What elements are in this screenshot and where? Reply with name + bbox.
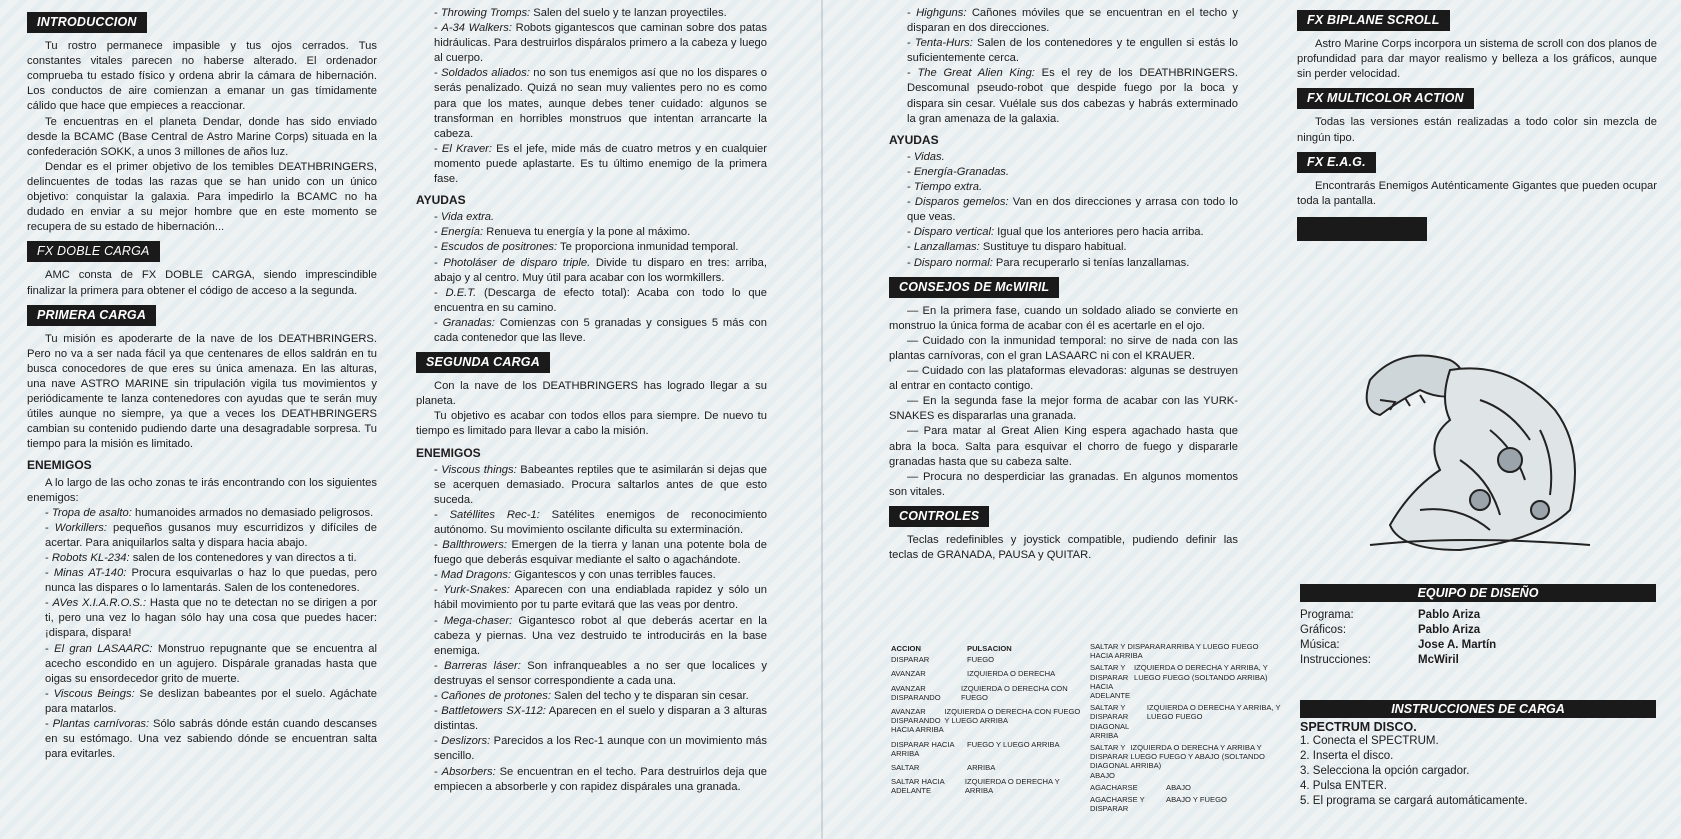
table-row: AGACHARSE Y DISPARAR ABAJO Y FUEGO	[1090, 795, 1227, 814]
list-item: - AVes X.I.A.R.O.S.: Hasta que no te detectan no se dirigen a por ti, pero una vez lo hagan sólo hay una cosa que puedes hacer: ¡dispara, dispara!	[45, 597, 377, 640]
alien-monster-illustration	[1340, 340, 1605, 560]
subheading-ayudas-2: AYUDAS	[889, 132, 939, 147]
list-item: - Battletowers SX-112: Aparecen en el suelo y disparan a 3 alturas distintas.	[434, 705, 767, 733]
biplane-paragraph: Astro Marine Corps incorpora un sistema de scroll con dos planos de profundidad para dar mayor realismo y belleza a los gráficos, aunque sin perder velocidad.	[1297, 38, 1658, 81]
list-item: - Highguns: Cañones móviles que se encuentran en el techo y disparan en dos direcciones.	[907, 7, 1238, 35]
list-item: 3. Selecciona la opción cargador.	[1300, 765, 1470, 777]
list-item: — Cuidado con las plataformas elevadoras: algunas se destruyen al entrar en contacto contigo.	[889, 365, 1238, 393]
section-title-fx-eag: FX E.A.G.	[1297, 152, 1376, 173]
list-item: - Viscous things: Babeantes reptiles que te asimilarán si dejas que se acerquen demasiado. Procura saltarlos antes de que esto suceda.	[434, 463, 767, 506]
list-item: - Mad Dragons: Gigantescos y con unas terribles fauces.	[434, 569, 716, 582]
segunda-carga-paragraph-2: Tu objetivo es acabar con todos ellos para siempre. De nuevo tu tiempo es limitado para llevar a cabo la misión.	[416, 410, 767, 438]
table-row: SALTAR Y DISPARAR HACIA ADELANTE IZQUIERDA O DERECHA Y ARRIBA, Y LUEGO FUEGO (SOLTANDO ARRIBA)	[1090, 663, 1268, 701]
list-item: - Cañones de protones: Salen del techo y te disparan sin cesar.	[434, 690, 749, 703]
column-3	[889, 6, 1238, 563]
list-item: - D.E.T. (Descarga de efecto total): Acaba con todo lo que encuentra en su camino.	[434, 286, 767, 314]
enemy-list-2	[416, 463, 767, 795]
list-item: - Satéllites Rec-1: Satélites enemigos de reconocimiento autónomo. Su movimiento oscilante dificulta su exterminación.	[434, 508, 767, 536]
list-item: - Vidas.	[907, 150, 945, 163]
table-row: SALTAR Y DISPARAR DIAGONAL ARRIBA IZQUIERDA O DERECHA Y ARRIBA, Y LUEGO FUEGO	[1090, 703, 1281, 740]
credit-name: Pablo Ariza	[1418, 609, 1481, 621]
loading-steps	[1300, 734, 1656, 809]
column-1	[27, 6, 377, 762]
list-item: - El gran LASAARC: Monstruo repugnante que se encuentra al acecho escondido en un agujero. Dispárale granadas hasta que oigas su ensordecedor grito de muerte.	[45, 642, 377, 685]
list-item: — Procura no desperdiciar las granadas. En algunos momentos son vitales.	[889, 470, 1238, 498]
table-row: AVANZAR IZQUIERDA O DERECHA	[891, 669, 1056, 679]
list-item: 2. Inserta el disco.	[1300, 750, 1394, 762]
list-item: - Energía: Renueva tu energía y la pone al máximo.	[434, 226, 691, 239]
list-item: - Mega-chaser: Gigantesco robot al que deberás acertar en la cabeza y piernas. Una vez destruido te introducirás en la base enemiga.	[434, 614, 767, 657]
list-item: - Photoláser de disparo triple. Divide tu disparo en tres: arriba, abajo y al centro. Muy útil para acabar con los wormkillers.	[434, 256, 767, 284]
eag-paragraph: Encontrarás Enemigos Auténticamente Gigantes que pueden ocupar toda la pantalla.	[1297, 179, 1657, 207]
list-item: - Throwing Tromps: Salen del suelo y te lanzan proyectiles.	[434, 7, 727, 19]
section-title-segunda-carga: SEGUNDA CARGA	[416, 352, 550, 373]
spectrum-disco-heading: SPECTRUM DISCO.	[1300, 720, 1417, 734]
list-item: - Energía-Granadas.	[907, 165, 1009, 178]
column-2	[416, 6, 767, 795]
intro-paragraph-3: Dendar es el primer objetivo de los temibles DEATHBRINGERS, delincuentes de todas las razas que se han unido con un único objetivo: conquistar la galaxia. Para impedirlo la BCAMC no ha dudado en enviar a su mejor hombre que en este momento se recupera de su estado de hibernación...	[27, 160, 377, 234]
list-item: - Viscous Beings: Se deslizan babeantes por el suelo. Agáchate para matarlos.	[45, 687, 377, 715]
list-item: 4. Pulsa ENTER.	[1300, 780, 1387, 792]
section-title-controles: CONTROLES	[889, 506, 989, 527]
credits-block	[1300, 584, 1656, 668]
credit-name: Jose A. Martín	[1418, 639, 1497, 651]
section-title-primera-carga: PRIMERA CARGA	[27, 305, 156, 326]
table-row: DISPARAR FUEGO	[891, 655, 995, 665]
credit-role: Música:	[1300, 639, 1340, 651]
list-item: - Tropa de asalto: humanoides armados no demasiado peligrosos.	[45, 506, 374, 519]
table-row: AVANZAR DISPARANDO HACIA ARRIBA IZQUIERDA O DERECHA CON FUEGO Y LUEGO ARRIBA	[891, 707, 1081, 735]
list-item: - Barreras láser: Son infranqueables a no ser que localices y destruyas el sensor correspondiente a cada una.	[434, 659, 767, 687]
enemy-list-2-continued	[889, 6, 1238, 127]
list-item: — Cuidado con la inmunidad temporal: no sirve de nada con las plantas carnívoras, con el gran LASAARC ni con el KRAUER.	[889, 334, 1238, 362]
page-fold	[821, 0, 823, 839]
controls-table-left	[891, 644, 1086, 796]
list-item: 1. Conecta el SPECTRUM.	[1300, 735, 1439, 747]
section-title-consejos: CONSEJOS DE McWIRIL	[889, 277, 1059, 298]
subheading-ayudas: AYUDAS	[416, 193, 466, 208]
list-item: - Disparo vertical: Igual que los anteriores pero hacia arriba.	[907, 226, 1204, 239]
table-row: SALTAR Y DISPARAR DIAGONAL ABAJO IZQUIERDA O DERECHA Y ARRIBA Y LUEGO FUEGO Y ABAJO (SOLTANDO ARRIBA)	[1090, 743, 1265, 780]
list-item: 5. El programa se cargará automáticamente.	[1300, 795, 1528, 807]
list-item: - Lanzallamas: Sustituye tu disparo habitual.	[907, 241, 1127, 254]
list-item: - Tiempo extra.	[907, 181, 983, 194]
section-title-instrucciones-carga: INSTRUCCIONES DE CARGA	[1300, 700, 1656, 718]
list-item: - Tenta-Hurs: Salen de los contenedores y te engullen si estás lo suficientemente cerca.	[907, 37, 1238, 65]
table-row: AGACHARSE ABAJO	[1090, 782, 1191, 792]
list-item: - The Great Alien King: Es el rey de los DEATHBRINGERS. Descomunal pseudo-robot que despide fuego por la boca y dispara sin cesar. Vuélale sus dos cabezas y habrás exterminado la gran amenaza de la galaxia.	[907, 67, 1239, 125]
list-item: - A-34 Walkers: Robots gigantescos que caminan sobre dos patas hidráulicas. Para destruirlos dispáralos primero a la cabeza y luego al cuerpo.	[434, 22, 767, 65]
table-row: SALTAR HACIA ADELANTE IZQUIERDA O DERECHA Y ARRIBA	[891, 777, 1060, 796]
credit-role: Instrucciones:	[1300, 654, 1371, 666]
intro-paragraph-2: Te encuentras en el planeta Dendar, donde has sido enviado desde la BCAMC (Base Central de Astro Marine Corps) situada en la confederación SOKK, a unos 3 millones de años luz.	[27, 115, 377, 158]
section-title-introduccion: INTRODUCCION	[27, 12, 147, 33]
table-row: DISPARAR HACIA ARRIBA FUEGO Y LUEGO ARRIBA	[891, 739, 1060, 758]
enemy-list	[27, 506, 377, 763]
list-item: - Robots KL-234: salen de los contenedores y van directos a ti.	[45, 552, 357, 564]
list-item: - Granadas: Comienzas con 5 granadas y consigues 5 más con cada contenedor que las lleve.	[434, 316, 767, 344]
loading-instructions	[1300, 700, 1656, 809]
fx-doble-carga-paragraph: AMC consta de FX DOBLE CARGA, siendo imprescindible finalizar la primera para obtener el código de acceso a la segunda.	[27, 269, 377, 297]
list-item: - Disparo normal: Para recuperarlo si tenías lanzallamas.	[907, 256, 1190, 269]
section-title-fx-multicolor: FX MULTICOLOR ACTION	[1297, 88, 1474, 109]
enemy-list-continued	[416, 6, 767, 187]
list-item: - Escudos de positrones: Te proporciona inmunidad temporal.	[434, 241, 739, 254]
enemigos-intro: A lo largo de las ocho zonas te irás encontrando con los siguientes enemigos:	[27, 476, 377, 504]
list-item: — En la primera fase, cuando un soldado aliado se convierte en monstruo la única forma de acabar con él es acertarle en el ojo.	[889, 304, 1238, 332]
multicolor-paragraph: Todas las versiones están realizadas a todo color sin mezcla de ningún tipo.	[1297, 116, 1657, 144]
list-item: - Yurk-Snakes: Aparecen con una endiablada rapidez y sólo un hábil movimiento por tu parte evitará que las veas por dentro.	[434, 584, 767, 612]
credit-name: Pablo Ariza	[1418, 624, 1481, 636]
segunda-carga-paragraph-1: Con la nave de los DEATHBRINGERS has logrado llegar a su planeta.	[416, 380, 767, 408]
list-item: — En la segunda fase la mejor forma de acabar con las YURK-SNAKES es dispararlas una granada.	[889, 395, 1238, 423]
primera-carga-paragraph: Tu misión es apoderarte de la nave de los DEATHBRINGERS. Pero no va a ser nada fácil ya que centenares de ellos saldrán en tu busca conocedores de que eres su única amenaza. En las alturas, una nave ASTRO MARINE sin tripulación vigila tus movimientos y periódicamente te lanza contenedores con ayudas que te serán muy útiles aunque no siempre, ya que a veces los DEATHBRINGERS cambian su contenido pudiendo darte una desagradable sorpresa. Tu tiempo para la misión es limitado.	[27, 332, 377, 451]
list-item: - Deslizors: Parecidos a los Rec-1 aunque con un movimiento más sencillo.	[434, 735, 767, 763]
controles-paragraph: Teclas redefinibles y joystick compatible, pudiendo definir las teclas de GRANADA, PAUSA y QUITAR.	[889, 534, 1238, 562]
list-item: - Vida extra.	[434, 211, 495, 224]
consejos-list	[889, 304, 1238, 500]
list-item: - Minas AT-140: Procura esquivarlas o haz lo que puedas, pero nunca las dispares o lo lamentarás. Salen de los contenedores.	[45, 567, 377, 595]
list-item: - Disparos gemelos: Van en dos direcciones y arrasa con todo lo que veas.	[907, 196, 1238, 224]
table-header: ACCION PULSACION	[891, 644, 1012, 653]
list-item: - Absorbers: Se encuentran en el techo. Para destruirlos deja que empiecen a absorberle y con rapidez dispárales una granada.	[434, 765, 767, 793]
intro-paragraph-1: Tu rostro permanece impasible y tus ojos cerrados. Tus constantes vitales parecen no haberse alterado. El ordenador comprueba tu estado físico y ordena abrir la cámara de hibernación. Los conductos de aire comienzan a emanar un gas tímidamente cálido que hace que empieces a reaccionar.	[27, 40, 377, 113]
section-title-fx-biplane-scroll: FX BIPLANE SCROLL	[1297, 10, 1450, 31]
blank-black-bar	[1297, 217, 1427, 241]
credit-role: Programa:	[1300, 609, 1354, 621]
list-item: - Soldados aliados: no son tus enemigos así que no los dispares o serás penalizado. Quizá no sean muy valientes pero no es como para que los mates, aunque debes tener cuidado: algunos se transforman en horribles monstruos que intentan arrancarte la cabeza.	[434, 67, 767, 140]
section-title-equipo-diseno: EQUIPO DE DISEÑO	[1300, 584, 1656, 602]
ayudas-list-2	[889, 150, 1238, 271]
list-item: - Workillers: pequeños gusanos muy escurridizos y difíciles de acertar. Para aniquilarlos salta y dispara hacia abajo.	[45, 521, 377, 549]
list-item: — Para matar al Great Alien King espera agachado hasta que abra la boca. Salta para esquivar el chorro de fuego y dispararle granadas hasta que su cabeza salte.	[889, 425, 1238, 468]
list-item: - Plantas carnívoras: Sólo sabrás dónde están cuando descanses en su estómago. Una vez sabiendo dónde se encuentran salta para evitarles.	[45, 718, 377, 761]
subheading-enemigos: ENEMIGOS	[27, 458, 92, 473]
credits-list	[1300, 608, 1656, 668]
credit-name: McWiril	[1418, 654, 1459, 666]
ayudas-list	[416, 210, 767, 346]
controls-table-right	[1090, 642, 1290, 813]
column-4	[1297, 6, 1657, 241]
list-item: - Ballthrowers: Emergen de la tierra y lanan una potente bola de fuego que deberás esquivar mediante el salto o agachándote.	[434, 539, 767, 567]
table-row: SALTAR Y DISPARAR HACIA ARRIBA ARRIBA Y LUEGO FUEGO	[1090, 642, 1259, 661]
list-item: - El Kraver: Es el jefe, mide más de cuatro metros y en cualquier momento puede aplastarte. Es tu último enemigo de la primera fase.	[434, 142, 767, 186]
credit-role: Gráficos:	[1300, 624, 1347, 636]
subheading-enemigos-2: ENEMIGOS	[416, 445, 481, 460]
table-row: SALTAR ARRIBA	[891, 763, 996, 773]
section-title-fx-doble-carga: FX DOBLE CARGA	[27, 241, 160, 262]
table-row: AVANZAR DISPARANDO IZQUIERDA O DERECHA CON FUEGO	[891, 683, 1068, 702]
